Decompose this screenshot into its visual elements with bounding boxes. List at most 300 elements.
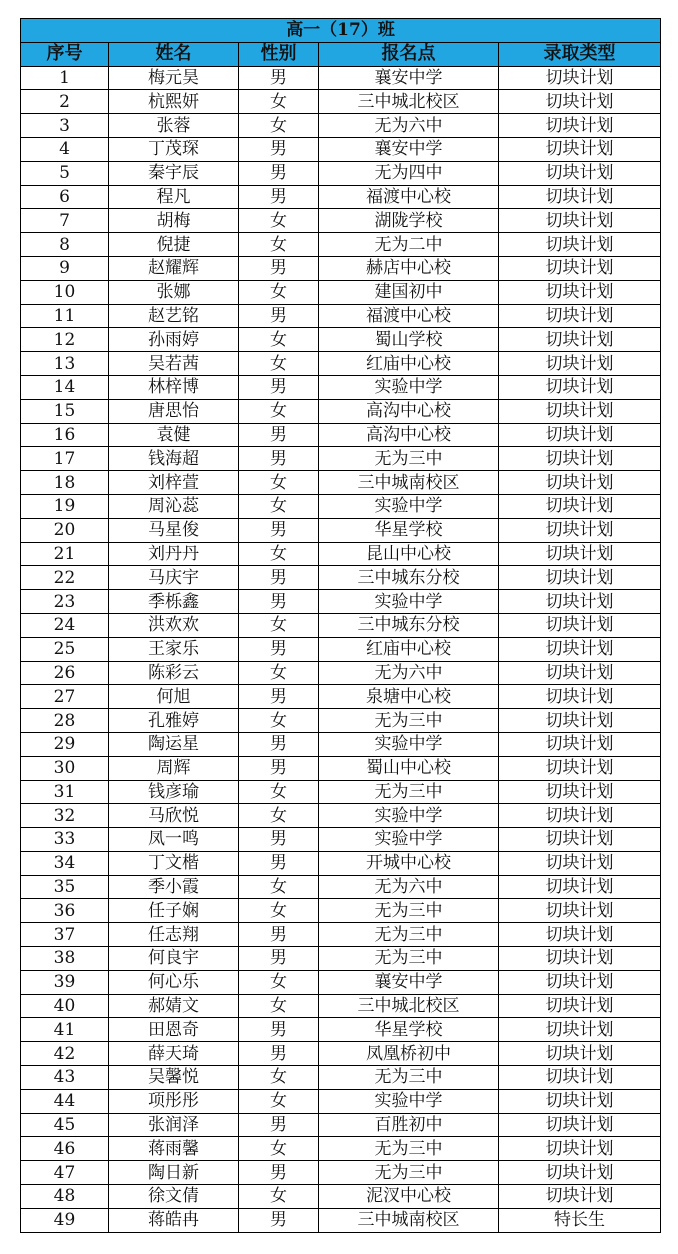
student-name: 赵耀辉 bbox=[109, 256, 239, 280]
table-row bbox=[21, 304, 661, 328]
row-index: 23 bbox=[21, 590, 109, 614]
admission-type: 切块计划 bbox=[499, 1089, 661, 1113]
registration-site: 襄安中学 bbox=[319, 66, 499, 90]
registration-site: 襄安中学 bbox=[319, 970, 499, 994]
admission-type: 切块计划 bbox=[499, 447, 661, 471]
admission-type: 切块计划 bbox=[499, 328, 661, 352]
table-row bbox=[21, 185, 661, 209]
registration-site: 无为三中 bbox=[319, 923, 499, 947]
registration-site: 福渡中心校 bbox=[319, 304, 499, 328]
table-row bbox=[21, 137, 661, 161]
student-gender: 女 bbox=[239, 1089, 319, 1113]
table-row bbox=[21, 1066, 661, 1090]
student-name: 马星俊 bbox=[109, 518, 239, 542]
table-row bbox=[21, 1089, 661, 1113]
row-index: 44 bbox=[21, 1089, 109, 1113]
table-row bbox=[21, 566, 661, 590]
admission-type: 切块计划 bbox=[499, 352, 661, 376]
student-gender: 男 bbox=[239, 637, 319, 661]
admission-type: 切块计划 bbox=[499, 1137, 661, 1161]
row-index: 24 bbox=[21, 613, 109, 637]
table-row bbox=[21, 994, 661, 1018]
row-index: 19 bbox=[21, 494, 109, 518]
registration-site: 华星学校 bbox=[319, 1018, 499, 1042]
row-index: 41 bbox=[21, 1018, 109, 1042]
table-row bbox=[21, 423, 661, 447]
table-row bbox=[21, 637, 661, 661]
row-index: 37 bbox=[21, 923, 109, 947]
student-gender: 女 bbox=[239, 352, 319, 376]
row-index: 2 bbox=[21, 90, 109, 114]
admission-type: 切块计划 bbox=[499, 851, 661, 875]
admission-type: 切块计划 bbox=[499, 518, 661, 542]
student-name: 季栎鑫 bbox=[109, 590, 239, 614]
column-header-index: 序号 bbox=[21, 42, 109, 66]
row-index: 45 bbox=[21, 1113, 109, 1137]
row-index: 29 bbox=[21, 732, 109, 756]
student-name: 梅元昊 bbox=[109, 66, 239, 90]
row-index: 27 bbox=[21, 685, 109, 709]
admission-type: 切块计划 bbox=[499, 471, 661, 495]
student-name: 任志翔 bbox=[109, 923, 239, 947]
student-name: 何心乐 bbox=[109, 970, 239, 994]
row-index: 16 bbox=[21, 423, 109, 447]
registration-site: 无为二中 bbox=[319, 233, 499, 257]
registration-site: 三中城北校区 bbox=[319, 994, 499, 1018]
student-gender: 男 bbox=[239, 685, 319, 709]
registration-site: 湖陇学校 bbox=[319, 209, 499, 233]
student-gender: 女 bbox=[239, 899, 319, 923]
admission-type: 切块计划 bbox=[499, 375, 661, 399]
student-name: 陶日新 bbox=[109, 1161, 239, 1185]
table-row bbox=[21, 970, 661, 994]
row-index: 12 bbox=[21, 328, 109, 352]
student-name: 张娜 bbox=[109, 280, 239, 304]
admission-type: 切块计划 bbox=[499, 685, 661, 709]
student-gender: 男 bbox=[239, 851, 319, 875]
admission-type: 切块计划 bbox=[499, 1185, 661, 1209]
admission-type: 切块计划 bbox=[499, 256, 661, 280]
row-index: 21 bbox=[21, 542, 109, 566]
student-gender: 女 bbox=[239, 209, 319, 233]
registration-site: 无为三中 bbox=[319, 447, 499, 471]
student-gender: 女 bbox=[239, 233, 319, 257]
row-index: 48 bbox=[21, 1185, 109, 1209]
registration-site: 无为三中 bbox=[319, 709, 499, 733]
registration-site: 赫店中心校 bbox=[319, 256, 499, 280]
student-name: 倪捷 bbox=[109, 233, 239, 257]
student-gender: 女 bbox=[239, 780, 319, 804]
table-row bbox=[21, 923, 661, 947]
registration-site: 无为三中 bbox=[319, 1066, 499, 1090]
student-name: 吴馨悦 bbox=[109, 1066, 239, 1090]
student-gender: 男 bbox=[239, 256, 319, 280]
registration-site: 建国初中 bbox=[319, 280, 499, 304]
registration-site: 三中城东分校 bbox=[319, 566, 499, 590]
admission-type: 切块计划 bbox=[499, 613, 661, 637]
registration-site: 红庙中心校 bbox=[319, 637, 499, 661]
student-name: 唐思怡 bbox=[109, 399, 239, 423]
row-index: 43 bbox=[21, 1066, 109, 1090]
row-index: 8 bbox=[21, 233, 109, 257]
admission-type: 切块计划 bbox=[499, 233, 661, 257]
table-row bbox=[21, 947, 661, 971]
registration-site: 凤凰桥初中 bbox=[319, 1042, 499, 1066]
registration-site: 福渡中心校 bbox=[319, 185, 499, 209]
table-row bbox=[21, 1042, 661, 1066]
row-index: 46 bbox=[21, 1137, 109, 1161]
table-row bbox=[21, 90, 661, 114]
table-row bbox=[21, 709, 661, 733]
table-row bbox=[21, 756, 661, 780]
table-row bbox=[21, 375, 661, 399]
table-row bbox=[21, 256, 661, 280]
student-name: 孔雅婷 bbox=[109, 709, 239, 733]
table-row bbox=[21, 352, 661, 376]
admission-type: 切块计划 bbox=[499, 494, 661, 518]
student-name: 薛天琦 bbox=[109, 1042, 239, 1066]
admission-type: 切块计划 bbox=[499, 970, 661, 994]
student-name: 马欣悦 bbox=[109, 804, 239, 828]
registration-site: 蜀山中心校 bbox=[319, 756, 499, 780]
row-index: 38 bbox=[21, 947, 109, 971]
registration-site: 实验中学 bbox=[319, 494, 499, 518]
student-name: 季小霞 bbox=[109, 875, 239, 899]
table-row bbox=[21, 1018, 661, 1042]
student-gender: 男 bbox=[239, 1208, 319, 1232]
student-name: 程凡 bbox=[109, 185, 239, 209]
row-index: 7 bbox=[21, 209, 109, 233]
row-index: 32 bbox=[21, 804, 109, 828]
table-row bbox=[21, 399, 661, 423]
admission-type: 切块计划 bbox=[499, 185, 661, 209]
row-index: 15 bbox=[21, 399, 109, 423]
table-row bbox=[21, 233, 661, 257]
row-index: 20 bbox=[21, 518, 109, 542]
student-gender: 女 bbox=[239, 542, 319, 566]
student-gender: 女 bbox=[239, 280, 319, 304]
student-name: 蒋雨馨 bbox=[109, 1137, 239, 1161]
student-gender: 男 bbox=[239, 1042, 319, 1066]
registration-site: 实验中学 bbox=[319, 375, 499, 399]
table-row bbox=[21, 613, 661, 637]
table-row bbox=[21, 1208, 661, 1232]
student-name: 凤一鸣 bbox=[109, 828, 239, 852]
row-index: 47 bbox=[21, 1161, 109, 1185]
registration-site: 襄安中学 bbox=[319, 137, 499, 161]
table-row bbox=[21, 1185, 661, 1209]
registration-site: 无为六中 bbox=[319, 661, 499, 685]
admission-type: 切块计划 bbox=[499, 756, 661, 780]
student-name: 项彤彤 bbox=[109, 1089, 239, 1113]
student-name: 郝婧文 bbox=[109, 994, 239, 1018]
registration-site: 无为六中 bbox=[319, 114, 499, 138]
admission-type: 切块计划 bbox=[499, 947, 661, 971]
row-index: 6 bbox=[21, 185, 109, 209]
student-gender: 男 bbox=[239, 137, 319, 161]
student-gender: 男 bbox=[239, 304, 319, 328]
table-row bbox=[21, 875, 661, 899]
student-gender: 男 bbox=[239, 756, 319, 780]
row-index: 31 bbox=[21, 780, 109, 804]
registration-site: 高沟中心校 bbox=[319, 423, 499, 447]
student-name: 刘梓萱 bbox=[109, 471, 239, 495]
student-gender: 女 bbox=[239, 613, 319, 637]
admission-type: 切块计划 bbox=[499, 1066, 661, 1090]
table-row bbox=[21, 542, 661, 566]
registration-site: 高沟中心校 bbox=[319, 399, 499, 423]
student-name: 何旭 bbox=[109, 685, 239, 709]
student-gender: 男 bbox=[239, 447, 319, 471]
registration-site: 实验中学 bbox=[319, 828, 499, 852]
registration-site: 无为四中 bbox=[319, 161, 499, 185]
table-row bbox=[21, 447, 661, 471]
row-index: 28 bbox=[21, 709, 109, 733]
admission-type: 切块计划 bbox=[499, 1018, 661, 1042]
table-row bbox=[21, 518, 661, 542]
student-gender: 女 bbox=[239, 494, 319, 518]
table-row bbox=[21, 114, 661, 138]
row-index: 42 bbox=[21, 1042, 109, 1066]
student-gender: 男 bbox=[239, 923, 319, 947]
row-index: 11 bbox=[21, 304, 109, 328]
table-row bbox=[21, 804, 661, 828]
admission-type: 切块计划 bbox=[499, 875, 661, 899]
student-gender: 男 bbox=[239, 518, 319, 542]
row-index: 18 bbox=[21, 471, 109, 495]
student-name: 洪欢欢 bbox=[109, 613, 239, 637]
admission-type: 切块计划 bbox=[499, 828, 661, 852]
student-name: 刘丹丹 bbox=[109, 542, 239, 566]
admission-type: 切块计划 bbox=[499, 566, 661, 590]
admission-type: 特长生 bbox=[499, 1208, 661, 1232]
row-index: 39 bbox=[21, 970, 109, 994]
registration-site: 百胜初中 bbox=[319, 1113, 499, 1137]
registration-site: 开城中心校 bbox=[319, 851, 499, 875]
registration-site: 无为三中 bbox=[319, 1137, 499, 1161]
row-index: 14 bbox=[21, 375, 109, 399]
student-gender: 女 bbox=[239, 875, 319, 899]
admission-type: 切块计划 bbox=[499, 399, 661, 423]
registration-site: 三中城北校区 bbox=[319, 90, 499, 114]
student-name: 孙雨婷 bbox=[109, 328, 239, 352]
registration-site: 无为三中 bbox=[319, 947, 499, 971]
table-row bbox=[21, 494, 661, 518]
student-name: 马庆宇 bbox=[109, 566, 239, 590]
column-header-name: 姓名 bbox=[109, 42, 239, 66]
row-index: 26 bbox=[21, 661, 109, 685]
student-gender: 男 bbox=[239, 828, 319, 852]
table-row bbox=[21, 828, 661, 852]
table-row bbox=[21, 66, 661, 90]
student-name: 王家乐 bbox=[109, 637, 239, 661]
student-gender: 女 bbox=[239, 709, 319, 733]
registration-site: 红庙中心校 bbox=[319, 352, 499, 376]
row-index: 13 bbox=[21, 352, 109, 376]
student-gender: 男 bbox=[239, 1113, 319, 1137]
student-name: 钱彦瑜 bbox=[109, 780, 239, 804]
table-row bbox=[21, 1161, 661, 1185]
student-gender: 男 bbox=[239, 1161, 319, 1185]
student-name: 丁茂琛 bbox=[109, 137, 239, 161]
row-index: 4 bbox=[21, 137, 109, 161]
student-gender: 女 bbox=[239, 114, 319, 138]
admission-type: 切块计划 bbox=[499, 780, 661, 804]
row-index: 36 bbox=[21, 899, 109, 923]
registration-site: 无为六中 bbox=[319, 875, 499, 899]
student-name: 赵艺铭 bbox=[109, 304, 239, 328]
table-row bbox=[21, 1137, 661, 1161]
table-row bbox=[21, 899, 661, 923]
table-row bbox=[21, 209, 661, 233]
student-gender: 女 bbox=[239, 1185, 319, 1209]
student-name: 何良宇 bbox=[109, 947, 239, 971]
table-row bbox=[21, 280, 661, 304]
row-index: 40 bbox=[21, 994, 109, 1018]
student-gender: 女 bbox=[239, 471, 319, 495]
row-index: 30 bbox=[21, 756, 109, 780]
table-title: 高一（17）班 bbox=[21, 19, 661, 43]
admission-type: 切块计划 bbox=[499, 90, 661, 114]
row-index: 22 bbox=[21, 566, 109, 590]
student-gender: 女 bbox=[239, 90, 319, 114]
admission-type: 切块计划 bbox=[499, 1113, 661, 1137]
registration-site: 实验中学 bbox=[319, 1089, 499, 1113]
student-gender: 男 bbox=[239, 161, 319, 185]
admission-type: 切块计划 bbox=[499, 923, 661, 947]
student-gender: 男 bbox=[239, 423, 319, 447]
student-name: 吴若茜 bbox=[109, 352, 239, 376]
registration-site: 泥汊中心校 bbox=[319, 1185, 499, 1209]
admission-type: 切块计划 bbox=[499, 732, 661, 756]
admission-type: 切块计划 bbox=[499, 66, 661, 90]
admission-type: 切块计划 bbox=[499, 1161, 661, 1185]
registration-site: 泉塘中心校 bbox=[319, 685, 499, 709]
student-name: 陈彩云 bbox=[109, 661, 239, 685]
student-gender: 女 bbox=[239, 328, 319, 352]
admission-type: 切块计划 bbox=[499, 137, 661, 161]
admission-type: 切块计划 bbox=[499, 709, 661, 733]
roster-body bbox=[21, 66, 661, 1232]
row-index: 5 bbox=[21, 161, 109, 185]
student-gender: 女 bbox=[239, 1137, 319, 1161]
class-roster-table bbox=[20, 18, 661, 1233]
row-index: 33 bbox=[21, 828, 109, 852]
student-name: 田恩奇 bbox=[109, 1018, 239, 1042]
student-name: 徐文倩 bbox=[109, 1185, 239, 1209]
admission-type: 切块计划 bbox=[499, 994, 661, 1018]
student-gender: 女 bbox=[239, 804, 319, 828]
table-row bbox=[21, 161, 661, 185]
student-name: 陶运星 bbox=[109, 732, 239, 756]
row-index: 25 bbox=[21, 637, 109, 661]
admission-type: 切块计划 bbox=[499, 661, 661, 685]
student-gender: 男 bbox=[239, 66, 319, 90]
admission-type: 切块计划 bbox=[499, 304, 661, 328]
student-gender: 女 bbox=[239, 994, 319, 1018]
registration-site: 无为三中 bbox=[319, 1161, 499, 1185]
row-index: 34 bbox=[21, 851, 109, 875]
admission-type: 切块计划 bbox=[499, 542, 661, 566]
student-gender: 女 bbox=[239, 661, 319, 685]
student-gender: 男 bbox=[239, 947, 319, 971]
row-index: 9 bbox=[21, 256, 109, 280]
student-gender: 男 bbox=[239, 590, 319, 614]
table-row bbox=[21, 851, 661, 875]
row-index: 17 bbox=[21, 447, 109, 471]
student-name: 丁文楷 bbox=[109, 851, 239, 875]
student-name: 林梓博 bbox=[109, 375, 239, 399]
admission-type: 切块计划 bbox=[499, 114, 661, 138]
student-name: 周辉 bbox=[109, 756, 239, 780]
student-gender: 男 bbox=[239, 566, 319, 590]
student-name: 张润泽 bbox=[109, 1113, 239, 1137]
table-row bbox=[21, 328, 661, 352]
student-gender: 男 bbox=[239, 1018, 319, 1042]
student-name: 钱海超 bbox=[109, 447, 239, 471]
table-row bbox=[21, 1113, 661, 1137]
registration-site: 三中城东分校 bbox=[319, 613, 499, 637]
student-gender: 女 bbox=[239, 1066, 319, 1090]
registration-site: 华星学校 bbox=[319, 518, 499, 542]
admission-type: 切块计划 bbox=[499, 899, 661, 923]
column-header-admission-type: 录取类型 bbox=[499, 42, 661, 66]
registration-site: 实验中学 bbox=[319, 732, 499, 756]
column-header-gender: 性别 bbox=[239, 42, 319, 66]
student-gender: 女 bbox=[239, 970, 319, 994]
row-index: 35 bbox=[21, 875, 109, 899]
registration-site: 三中城南校区 bbox=[319, 1208, 499, 1232]
table-row bbox=[21, 471, 661, 495]
row-index: 10 bbox=[21, 280, 109, 304]
registration-site: 无为三中 bbox=[319, 780, 499, 804]
title-row bbox=[21, 19, 661, 43]
header-row bbox=[21, 42, 661, 66]
table-row bbox=[21, 590, 661, 614]
student-name: 周沁蕊 bbox=[109, 494, 239, 518]
registration-site: 实验中学 bbox=[319, 590, 499, 614]
student-gender: 男 bbox=[239, 375, 319, 399]
registration-site: 昆山中心校 bbox=[319, 542, 499, 566]
registration-site: 无为三中 bbox=[319, 899, 499, 923]
admission-type: 切块计划 bbox=[499, 1042, 661, 1066]
admission-type: 切块计划 bbox=[499, 280, 661, 304]
student-name: 任子娴 bbox=[109, 899, 239, 923]
column-header-registration-site: 报名点 bbox=[319, 42, 499, 66]
admission-type: 切块计划 bbox=[499, 804, 661, 828]
row-index: 49 bbox=[21, 1208, 109, 1232]
table-row bbox=[21, 780, 661, 804]
student-name: 杭熙妍 bbox=[109, 90, 239, 114]
admission-type: 切块计划 bbox=[499, 161, 661, 185]
admission-type: 切块计划 bbox=[499, 209, 661, 233]
admission-type: 切块计划 bbox=[499, 637, 661, 661]
student-gender: 女 bbox=[239, 399, 319, 423]
registration-site: 蜀山学校 bbox=[319, 328, 499, 352]
table-row bbox=[21, 732, 661, 756]
student-name: 张蓉 bbox=[109, 114, 239, 138]
student-gender: 男 bbox=[239, 185, 319, 209]
student-name: 胡梅 bbox=[109, 209, 239, 233]
admission-type: 切块计划 bbox=[499, 590, 661, 614]
student-name: 秦宇辰 bbox=[109, 161, 239, 185]
row-index: 3 bbox=[21, 114, 109, 138]
admission-type: 切块计划 bbox=[499, 423, 661, 447]
table-row bbox=[21, 685, 661, 709]
row-index: 1 bbox=[21, 66, 109, 90]
student-name: 袁健 bbox=[109, 423, 239, 447]
registration-site: 实验中学 bbox=[319, 804, 499, 828]
